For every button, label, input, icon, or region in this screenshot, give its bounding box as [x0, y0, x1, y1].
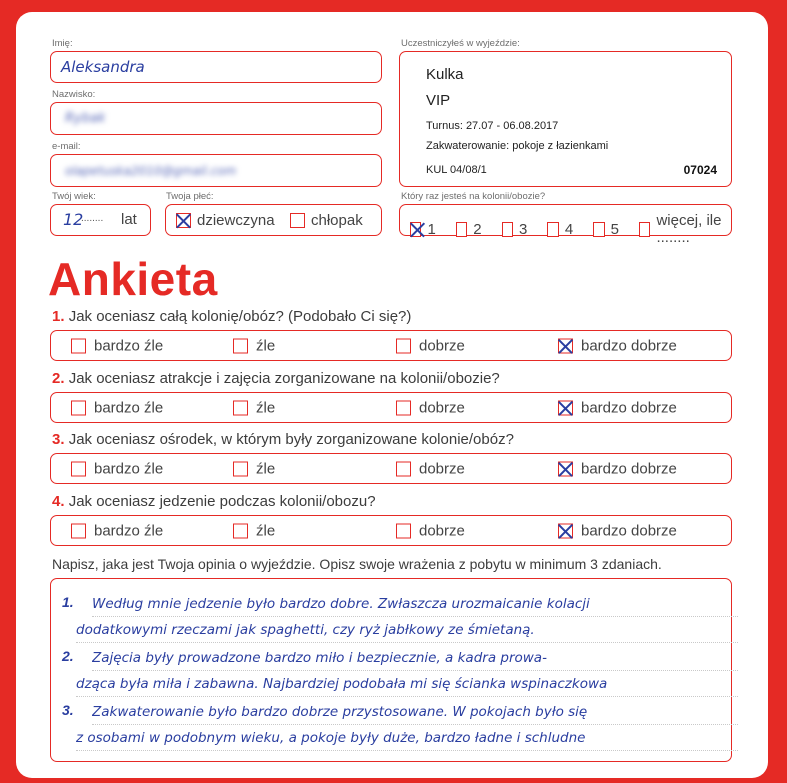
rating-2-very-bad-label: bardzo źle	[94, 399, 164, 416]
rating-3-very-good[interactable]	[558, 460, 677, 477]
name-value: Aleksandra	[61, 58, 145, 76]
rating-2-bad-checkbox[interactable]	[233, 400, 248, 415]
trip-accommodation: Zakwaterowanie: pokoje z łazienkami	[426, 140, 609, 152]
question-1	[52, 308, 411, 325]
answer-2-number: 2.	[62, 648, 74, 664]
rating-2-very-bad[interactable]	[71, 399, 163, 416]
rating-2-good[interactable]	[396, 399, 465, 416]
rating-2-bad[interactable]	[233, 399, 275, 416]
rating-3-bad[interactable]	[233, 460, 275, 477]
gender-male-option[interactable]	[290, 212, 363, 229]
times-field	[399, 204, 732, 246]
rating-4-bad-label: źle	[256, 522, 276, 539]
times-1-label: 1	[427, 220, 436, 238]
rating-3-very-good-label: bardzo dobrze	[581, 460, 677, 477]
answer-3-line-2: z osobami w podobnym wieku, a pokoje były duże, bardzo ładne i schludne	[76, 726, 738, 751]
answer-3-line-1: Zakwaterowanie było bardzo dobrze przystosowane. W pokojach było się	[92, 700, 738, 725]
surname-field[interactable]	[50, 102, 382, 135]
question-3	[52, 431, 514, 448]
question-3-number: 3.	[52, 431, 65, 448]
trip-level: VIP	[426, 92, 451, 109]
rating-3-good-label: dobrze	[419, 460, 465, 477]
trip-name: Kulka	[426, 66, 464, 83]
gender-male-checkbox[interactable]	[290, 213, 305, 228]
times-3-checkbox[interactable]	[502, 222, 513, 237]
rating-3-very-good-checkbox[interactable]	[558, 461, 573, 476]
answer-2-line-2: dząca była miła i zabawna. Najbardziej podobała mi się ścianka wspinaczkowa	[76, 672, 738, 697]
rating-2-very-good[interactable]	[558, 399, 677, 416]
question-4-number: 4.	[52, 493, 65, 510]
rating-1-very-good-checkbox[interactable]	[558, 338, 573, 353]
times-3-label: 3	[519, 220, 528, 238]
rating-2-good-checkbox[interactable]	[396, 400, 411, 415]
rating-3-bad-checkbox[interactable]	[233, 461, 248, 476]
rating-row-1	[50, 330, 732, 361]
email-field[interactable]	[50, 154, 382, 187]
times-label: Który raz jesteś na kolonii/obozie?	[401, 191, 546, 202]
trip-label: Uczestniczyłeś w wyjeździe:	[401, 38, 520, 49]
rating-2-good-label: dobrze	[419, 399, 465, 416]
trip-code: KUL 04/08/1	[426, 164, 487, 176]
rating-3-very-bad[interactable]	[71, 460, 163, 477]
answer-3-number: 3.	[62, 702, 74, 718]
times-more-checkbox[interactable]	[639, 222, 650, 237]
rating-1-good[interactable]	[396, 337, 465, 354]
age-value: 12	[63, 210, 84, 229]
email-label: e-mail:	[52, 141, 81, 152]
rating-1-very-bad-checkbox[interactable]	[71, 338, 86, 353]
trip-box	[399, 51, 732, 187]
survey-title: Ankieta	[48, 253, 218, 305]
times-more-label: więcej, ile ........	[656, 212, 722, 246]
rating-4-good-label: dobrze	[419, 522, 465, 539]
rating-1-good-checkbox[interactable]	[396, 338, 411, 353]
age-unit: lat	[121, 211, 137, 228]
rating-4-bad-checkbox[interactable]	[233, 523, 248, 538]
rating-4-very-good[interactable]	[558, 522, 677, 539]
answer-1-number: 1.	[62, 594, 74, 610]
times-5-label: 5	[610, 220, 619, 238]
trip-turnus: Turnus: 27.07 - 06.08.2017	[426, 120, 559, 132]
surname-value: Rybak	[65, 111, 106, 126]
rating-2-very-good-checkbox[interactable]	[558, 400, 573, 415]
rating-row-2	[50, 392, 732, 423]
rating-4-good[interactable]	[396, 522, 465, 539]
rating-3-very-bad-checkbox[interactable]	[71, 461, 86, 476]
rating-4-very-bad[interactable]	[71, 522, 163, 539]
rating-3-good[interactable]	[396, 460, 465, 477]
gender-female-label: dziewczyna	[197, 212, 275, 229]
gender-field	[165, 204, 382, 236]
rating-2-very-bad-checkbox[interactable]	[71, 400, 86, 415]
times-1-checkbox[interactable]	[410, 222, 421, 237]
rating-1-very-good-label: bardzo dobrze	[581, 337, 677, 354]
question-4-text: Jak oceniasz jedzenie podczas kolonii/obozu?	[68, 493, 376, 510]
rating-1-good-label: dobrze	[419, 337, 465, 354]
rating-4-very-bad-label: bardzo źle	[94, 522, 164, 539]
opinion-prompt: Napisz, jaka jest Twoja opinia o wyjeździe. Opisz swoje wrażenia z pobytu w minimum 3 zdaniach.	[52, 556, 662, 572]
question-2	[52, 370, 500, 387]
email-value: olapetuska2010@gmail.com	[65, 164, 237, 178]
survey-sheet	[16, 12, 768, 778]
question-4	[52, 493, 376, 510]
rating-row-4	[50, 515, 732, 546]
rating-4-very-good-label: bardzo dobrze	[581, 522, 677, 539]
rating-3-bad-label: źle	[256, 460, 276, 477]
rating-2-very-good-label: bardzo dobrze	[581, 399, 677, 416]
rating-1-bad-checkbox[interactable]	[233, 338, 248, 353]
age-label: Twój wiek:	[52, 191, 96, 202]
answer-2-line-1: Zajęcia były prowadzone bardzo miło i bezpiecznie, a kadra prowa-	[92, 646, 738, 671]
rating-4-bad[interactable]	[233, 522, 275, 539]
question-3-text: Jak oceniasz ośrodek, w którym były zorganizowane kolonie/obóz?	[68, 431, 514, 448]
answer-1-line-1: Według mnie jedzenie było bardzo dobre. Zwłaszcza urozmaicanie kolacji	[92, 592, 738, 617]
name-field[interactable]	[50, 51, 382, 83]
rating-1-bad-label: źle	[256, 337, 276, 354]
rating-1-very-bad-label: bardzo źle	[94, 337, 164, 354]
trip-number: 07024	[683, 163, 717, 177]
name-label: Imię:	[52, 38, 73, 49]
gender-male-label: chłopak	[311, 212, 363, 229]
gender-female-checkbox[interactable]	[176, 213, 191, 228]
times-5-checkbox[interactable]	[593, 222, 604, 237]
question-1-text: Jak oceniasz całą kolonię/obóz? (Podobało Ci się?)	[68, 308, 412, 325]
question-2-number: 2.	[52, 370, 65, 387]
question-1-number: 1.	[52, 308, 65, 325]
times-2-label: 2	[473, 220, 482, 238]
age-field[interactable]	[50, 204, 151, 236]
surname-label: Nazwisko:	[52, 89, 96, 100]
times-4-checkbox[interactable]	[547, 222, 558, 237]
gender-label: Twoja płeć:	[166, 191, 214, 202]
times-2-checkbox[interactable]	[456, 222, 467, 237]
rating-1-very-bad[interactable]	[71, 337, 163, 354]
age-dots: ........	[81, 213, 104, 224]
rating-4-good-checkbox[interactable]	[396, 523, 411, 538]
rating-2-bad-label: źle	[256, 399, 276, 416]
question-2-text: Jak oceniasz atrakcje i zajęcia zorganizowane na kolonii/obozie?	[68, 370, 500, 387]
rating-1-very-good[interactable]	[558, 337, 677, 354]
rating-3-good-checkbox[interactable]	[396, 461, 411, 476]
gender-female-option[interactable]	[176, 212, 275, 229]
times-4-label: 4	[564, 220, 574, 238]
rating-4-very-good-checkbox[interactable]	[558, 523, 573, 538]
rating-4-very-bad-checkbox[interactable]	[71, 523, 86, 538]
rating-3-very-bad-label: bardzo źle	[94, 460, 164, 477]
rating-row-3	[50, 453, 732, 484]
answer-1-line-2: dodatkowymi rzeczami jak spaghetti, czy ryż jabłkowy ze śmietaną.	[76, 618, 738, 643]
rating-1-bad[interactable]	[233, 337, 275, 354]
